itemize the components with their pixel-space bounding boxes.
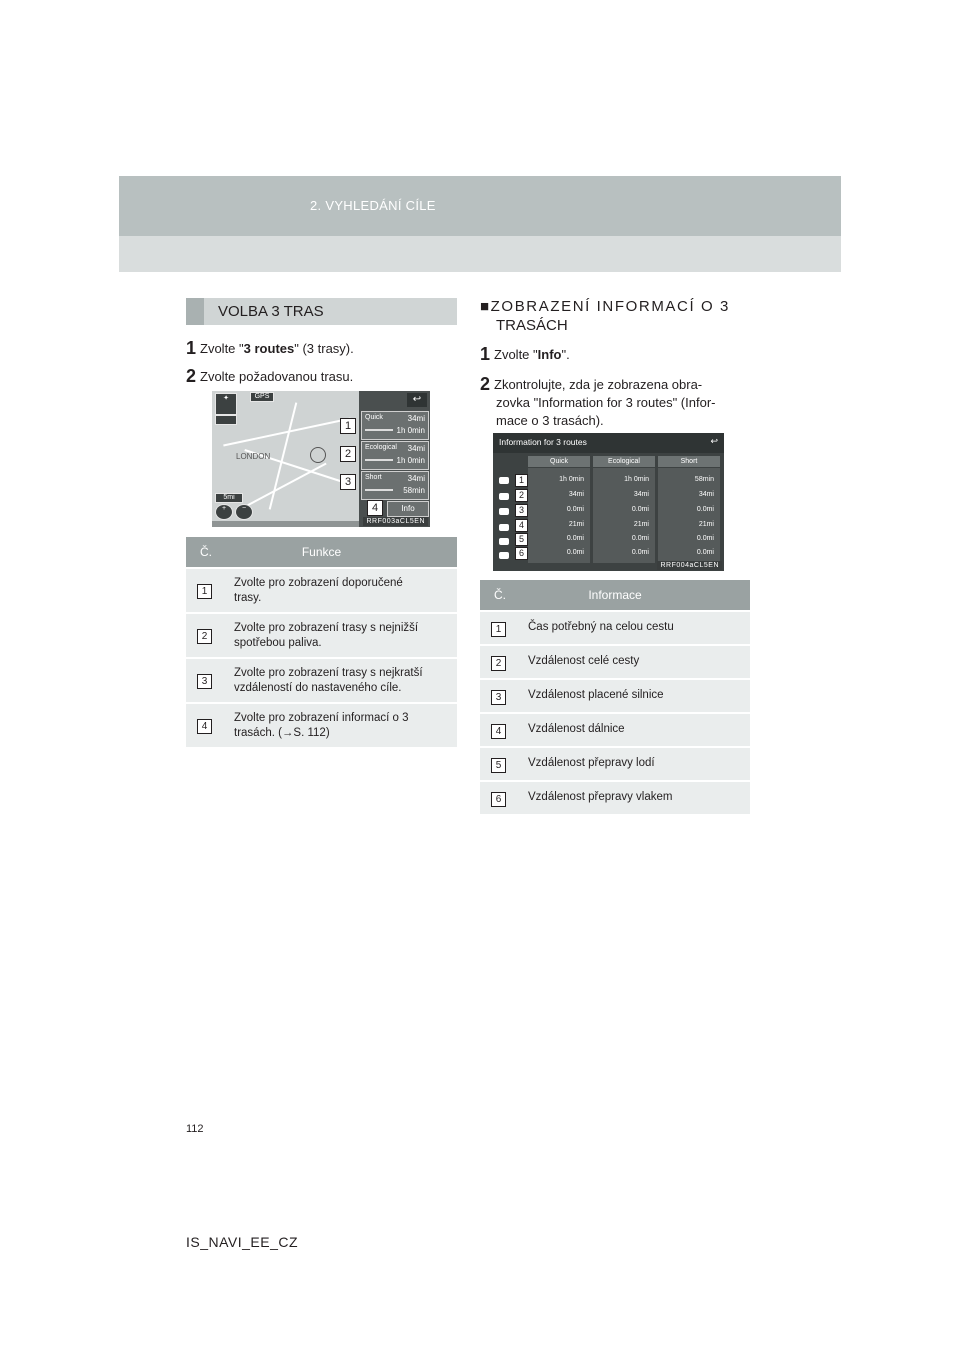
table-row: 5 Vzdálenost přepravy lodí — [480, 746, 750, 780]
table-header: Č. Funkce — [186, 537, 457, 567]
functions-table — [186, 537, 457, 747]
train-icon — [499, 552, 509, 559]
document-code: IS_NAVI_EE_CZ — [186, 1234, 299, 1250]
zoom-in-icon[interactable]: + — [215, 504, 233, 520]
distance-icon — [499, 493, 509, 500]
highway-icon — [499, 524, 509, 531]
image-code: RRF003aCL5EN — [363, 517, 428, 526]
information-table — [480, 580, 750, 814]
callout-3: 3 — [515, 504, 528, 517]
callout-2: 2 — [340, 446, 356, 462]
step-1-left: 1 Zvolte "3 routes" (3 trasy). — [186, 338, 354, 358]
heading-accent — [186, 298, 204, 325]
info-button[interactable]: Info — [387, 501, 429, 517]
route-quick[interactable]: Quick 34mi 1h 0min — [361, 411, 429, 440]
step-2-left: 2 Zvolte požadovanou trasu. — [186, 366, 354, 386]
info-title-bar: Information for 3 routes ↩ — [493, 433, 724, 453]
compass-icon[interactable]: ✦ — [215, 393, 237, 415]
callout-2: 2 — [515, 489, 528, 502]
clock-icon — [499, 477, 509, 484]
callout-6: 6 — [515, 547, 528, 560]
step-2-right: 2 Zkontrolujte, zda je zobrazena obra- zovka "Information for 3 routes" (Infor- mace o 3 trasách). — [480, 374, 716, 428]
table-row: 3 Vzdálenost placené silnice — [480, 678, 750, 712]
column-ecological: Ecological — [593, 456, 655, 467]
map-city-label: LONDON — [236, 452, 271, 461]
crosshair-icon — [310, 447, 326, 463]
callout-5: 5 — [515, 533, 528, 546]
column-short: Short — [658, 456, 720, 467]
section-heading-right: ■ZOBRAZENÍ INFORMACÍ O 3 TRASÁCH — [480, 298, 730, 334]
image-code: RRF004aCL5EN — [657, 561, 722, 570]
table-row: 6 Vzdálenost přepravy vlakem — [480, 780, 750, 814]
route-screen-image — [212, 391, 430, 527]
table-row: 1 Zvolte pro zobrazení doporučené trasy. — [186, 567, 457, 612]
column-quick: Quick — [528, 456, 590, 467]
header-subband — [119, 236, 841, 272]
info-screen-image: Information for 3 routes ↩ Quick Ecological Short 1h 0min 1h 0min 58min 34mi 34mi 34mi 0.0mi 0.0mi 0.0mi 21mi 21mi 21mi 0.0mi 0.0mi 0.0mi 0.0mi 0.0mi 0.0mi 1 2 3 4 5 6 RRF004aCL5EN — [493, 433, 724, 571]
zoom-out-icon[interactable]: − — [235, 504, 253, 520]
table-row: 4 Vzdálenost dálnice — [480, 712, 750, 746]
section-title: 2. VYHLEDÁNÍ CÍLE — [310, 198, 436, 213]
table-row: 2 Zvolte pro zobrazení trasy s nejnižší spotřebou paliva. — [186, 612, 457, 657]
table-row: 2 Vzdálenost celé cesty — [480, 644, 750, 678]
section-heading-left — [186, 298, 457, 325]
heading-label: VOLBA 3 TRAS — [218, 303, 324, 320]
callout-1: 1 — [515, 474, 528, 487]
route-short[interactable]: Short 34mi 58min — [361, 471, 429, 500]
gps-badge: GPS — [250, 392, 274, 402]
table-header: Č. Informace — [480, 580, 750, 610]
callout-4: 4 — [515, 519, 528, 532]
map-area — [212, 391, 359, 521]
page-number: 112 — [186, 1123, 204, 1135]
page-header — [119, 176, 841, 236]
table-row: 3 Zvolte pro zobrazení trasy s nejkratší vzdáleností do nastaveného cíle. — [186, 657, 457, 702]
back-icon[interactable]: ↩ — [710, 436, 718, 446]
table-row: 1 Čas potřebný na celou cestu — [480, 610, 750, 644]
callout-1: 1 — [340, 418, 356, 434]
callout-4: 4 — [367, 500, 383, 516]
ferry-icon — [499, 538, 509, 545]
scale-indicator: 5mi — [215, 493, 243, 503]
callout-3: 3 — [340, 474, 356, 490]
map-mode-button[interactable] — [215, 415, 237, 425]
toll-road-icon — [499, 508, 509, 515]
back-icon[interactable]: ↩ — [407, 393, 427, 407]
route-ecological[interactable]: Ecological 34mi 1h 0min — [361, 441, 429, 470]
table-row: 4 Zvolte pro zobrazení informací o 3 trasách. (→S. 112) — [186, 702, 457, 747]
step-1-right: 1 Zvolte "Info". — [480, 344, 570, 364]
